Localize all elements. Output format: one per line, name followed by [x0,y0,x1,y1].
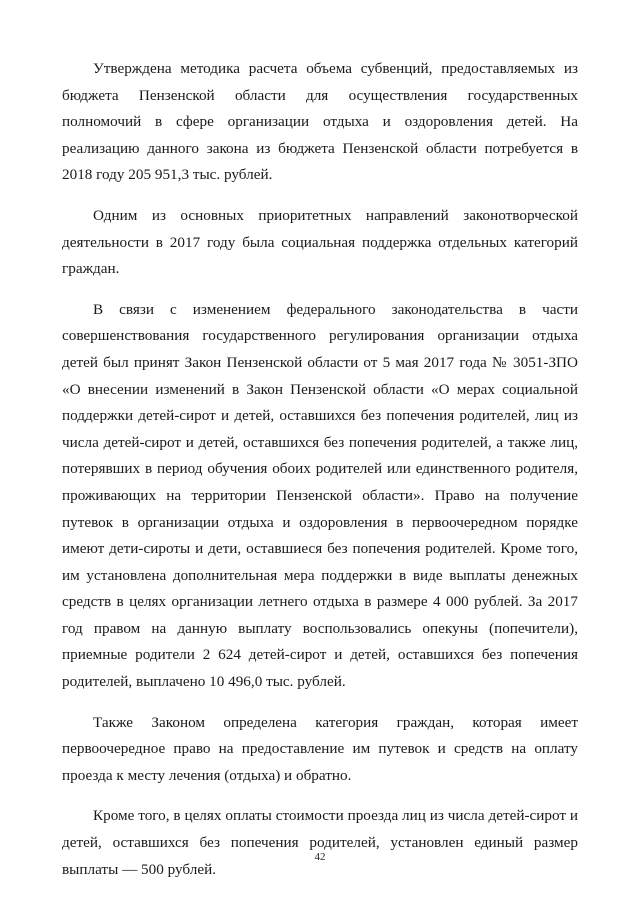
paragraph-subsidy-methodology: Утверждена методика расчета объема субвенций, предоставляемых из бюджета Пензенской области для осуществления государственных полномочий в сфере организации отдыха и оздоровления детей. На реализацию данного закона из бюджета Пензенской области потребуется в 2018 году 205 951,3 тыс. рублей. [62,60,578,184]
paragraph-priority-category: Также Законом определена категория граждан, которая имеет первоочередное право на предоставление им путевок и средств на оплату проезда к месту лечения (отдыха) и обратно. [62,713,578,784]
page-number: 42 [314,851,326,863]
paragraph-travel-payment: Кроме того, в целях оплаты стоимости проезда лиц из числа детей-сирот и детей, оставшихся без попечения родителей, установлен единый размер выплаты — 500 рублей. [62,807,578,878]
document-body [62,56,578,897]
paragraph-law-3051: В связи с изменением федерального законодательства в части совершенствования государственного регулирования организации отдыха детей был принят Закон Пензенской области от 5 мая 2017 года № 3051-ЗПО «О внесении изменений в Закон Пензенской области «О мерах социальной поддержки детей-сирот и детей, оставшихся без попечения родителей, лиц из числа детей-сирот и детей, оставшихся без попечения родителей, а также лиц, потерявших в период обучения обоих родителей или единственного родителя, проживающих на территории Пензенской области». Право на получение путевок в организации отдыха и оздоровления в первоочередном порядке имеют дети-сироты и дети, оставшиеся без попечения родителей. Кроме того, им установлена дополнительная мера поддержки в виде выплаты денежных средств в целях организации летнего отдыха в размере 4 000 рублей. За 2017 год правом на данную выплату воспользовались опекуны (попечители), приемные родители 2 624 детей-сирот и детей, оставшихся без попечения родителей, выплачено 10 496,0 тыс. рублей. [62,300,578,691]
paragraph-social-support: Одним из основных приоритетных направлений законотворческой деятельности в 2017 году была социальная поддержка отдельных категорий граждан. [62,206,578,278]
